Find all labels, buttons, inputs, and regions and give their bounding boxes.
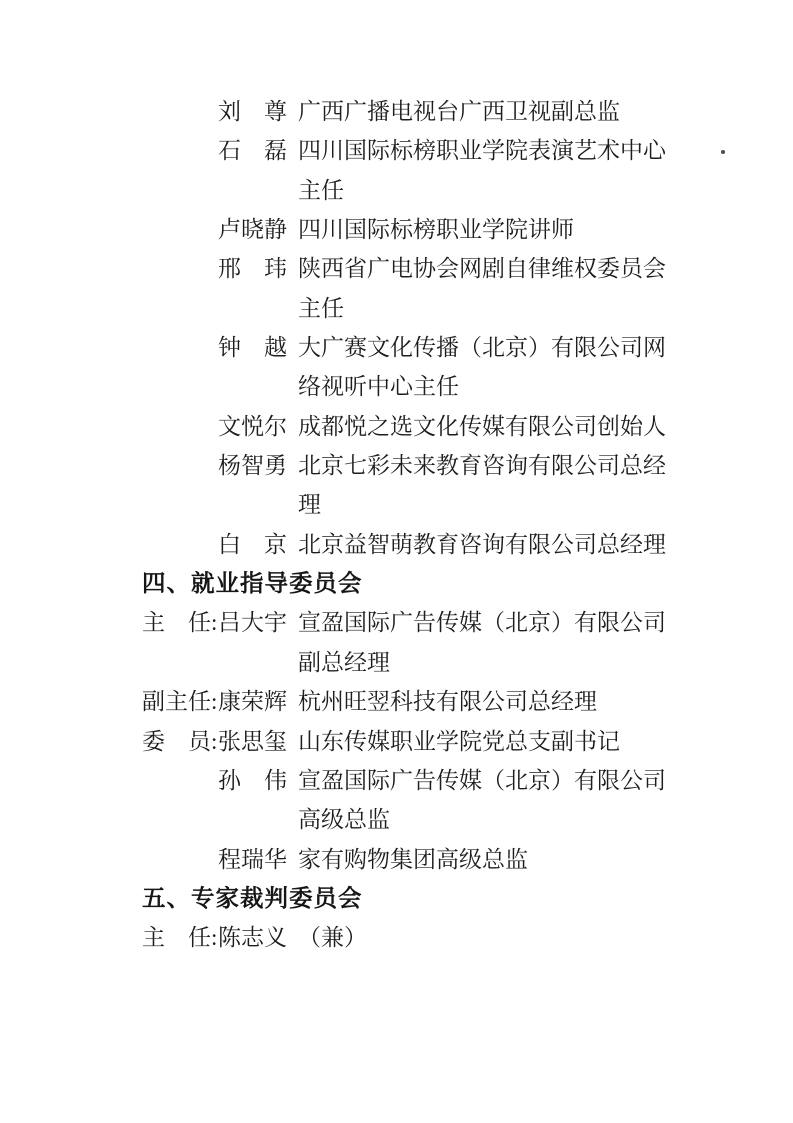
member-name: 白 京	[218, 531, 287, 557]
member-name: 刘 尊	[218, 99, 287, 124]
member-description	[298, 328, 670, 407]
member-role	[142, 131, 218, 170]
member-row	[142, 131, 670, 210]
member-description	[298, 525, 670, 564]
member-role	[142, 446, 218, 485]
member-role: 副主任:	[142, 689, 218, 715]
description-line: 北京七彩未来教育咨询有限公司总经	[298, 453, 666, 479]
description-line: 络视听中心主任	[298, 374, 459, 400]
member-name: 康荣辉	[218, 689, 287, 715]
member-row	[142, 92, 670, 131]
member-name: 卢晓静	[218, 217, 287, 243]
description-line: 大广赛文化传播（北京）有限公司网	[298, 335, 666, 361]
description-line: 四川国际标榜职业学院讲师	[298, 217, 574, 243]
member-row	[142, 210, 670, 249]
member-role: 委 员:	[142, 728, 218, 754]
description-line: 陕西省广电协会网剧自律维权委员会	[298, 256, 666, 282]
member-role	[142, 525, 218, 564]
member-name: 吕大宇	[218, 610, 287, 636]
member-row	[142, 328, 670, 407]
member-name: 邢 玮	[218, 256, 287, 282]
committee-member-list	[142, 92, 670, 958]
description-line: 主任	[298, 177, 344, 203]
description-line: 四川国际标榜职业学院表演艺术中心	[298, 138, 666, 164]
committee-section	[142, 879, 670, 958]
member-name: 陈志义	[218, 925, 287, 951]
description-line: （兼）	[298, 925, 367, 951]
description-line: 宣盈国际广告传媒（北京）有限公司	[298, 610, 666, 636]
member-row	[142, 603, 670, 682]
member-role: 主 任:	[142, 610, 218, 636]
description-line: 北京益智萌教育咨询有限公司总经理	[298, 531, 666, 557]
member-row	[142, 682, 670, 721]
member-name: 石 磊	[218, 138, 287, 164]
member-role	[142, 407, 218, 446]
member-role	[142, 249, 218, 288]
member-row	[142, 918, 670, 957]
member-row	[142, 722, 670, 761]
member-name: 孙 伟	[218, 767, 287, 793]
member-description	[298, 722, 670, 761]
member-description	[298, 446, 670, 525]
description-line: 副总经理	[298, 649, 390, 675]
member-description	[298, 249, 670, 328]
member-description	[298, 918, 670, 957]
member-name: 杨智勇	[218, 453, 287, 479]
member-role	[142, 840, 218, 879]
description-line: 杭州旺翌科技有限公司总经理	[298, 689, 597, 715]
member-row	[142, 407, 670, 446]
member-role	[142, 92, 218, 131]
committee-section	[142, 564, 670, 879]
member-description	[298, 603, 670, 682]
section-heading: 四、就业指导委员会	[142, 570, 363, 597]
section-heading: 五、专家裁判委员会	[142, 884, 363, 911]
member-row	[142, 761, 670, 840]
description-line: 宣盈国际广告传媒（北京）有限公司	[298, 767, 666, 793]
committee-section	[142, 92, 670, 564]
description-line: 山东传媒职业学院党总支副书记	[298, 728, 620, 754]
scan-speck	[721, 150, 725, 154]
member-description	[298, 407, 670, 446]
description-line: 成都悦之选文化传媒有限公司创始人	[298, 413, 666, 439]
member-name: 程瑞华	[218, 846, 287, 872]
member-description	[298, 840, 670, 879]
member-description	[298, 682, 670, 721]
member-row	[142, 249, 670, 328]
member-role	[142, 328, 218, 367]
member-description	[298, 131, 670, 210]
description-line: 高级总监	[298, 807, 390, 833]
member-role: 主 任:	[142, 925, 218, 951]
description-line: 广西广播电视台广西卫视副总监	[298, 99, 620, 124]
description-line: 家有购物集团高级总监	[298, 846, 528, 872]
member-row	[142, 525, 670, 564]
member-role	[142, 210, 218, 249]
member-description	[298, 761, 670, 840]
description-line: 主任	[298, 295, 344, 321]
member-name: 文悦尔	[218, 413, 287, 439]
member-role	[142, 761, 218, 800]
member-description	[298, 210, 670, 249]
member-row	[142, 446, 670, 525]
member-name: 张思玺	[218, 728, 287, 754]
description-line: 理	[298, 492, 321, 518]
member-name: 钟 越	[218, 335, 287, 361]
member-description	[298, 92, 670, 131]
member-row	[142, 840, 670, 879]
